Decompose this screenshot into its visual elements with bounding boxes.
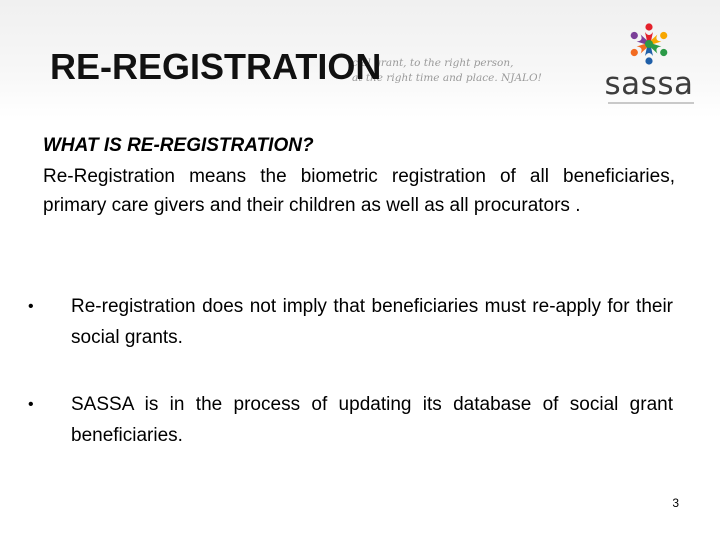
definition-paragraph: Re-Registration means the biometric registration of all beneficiaries, primary care givers and their children as well as all procurators .: [43, 166, 675, 216]
logo-underline: [608, 102, 694, 104]
tagline-line-2: at the right time and place. NJALO!: [352, 72, 542, 84]
tagline-line-1: cial grant, to the right person,: [352, 57, 514, 69]
section-question: WHAT IS RE-REGISTRATION?: [43, 135, 314, 156]
tagline: [352, 56, 572, 86]
page-number: 3: [672, 496, 679, 510]
list-item: [28, 291, 673, 353]
page-title: RE-REGISTRATION: [50, 46, 382, 87]
list-item: [28, 389, 673, 451]
sassa-logo: [604, 20, 694, 108]
header-band: [0, 0, 720, 118]
bullet-text: Re-registration does not imply that beneficiaries must re-apply for their social grants.: [71, 296, 673, 348]
people-circle-icon: [604, 20, 694, 68]
bullet-marker: •: [28, 298, 34, 315]
bullet-marker: •: [28, 396, 34, 413]
bullet-text: SASSA is in the process of updating its database of social grant beneficiaries.: [71, 394, 673, 446]
body-content: [43, 133, 675, 220]
logo-wordmark: sassa: [604, 66, 694, 102]
